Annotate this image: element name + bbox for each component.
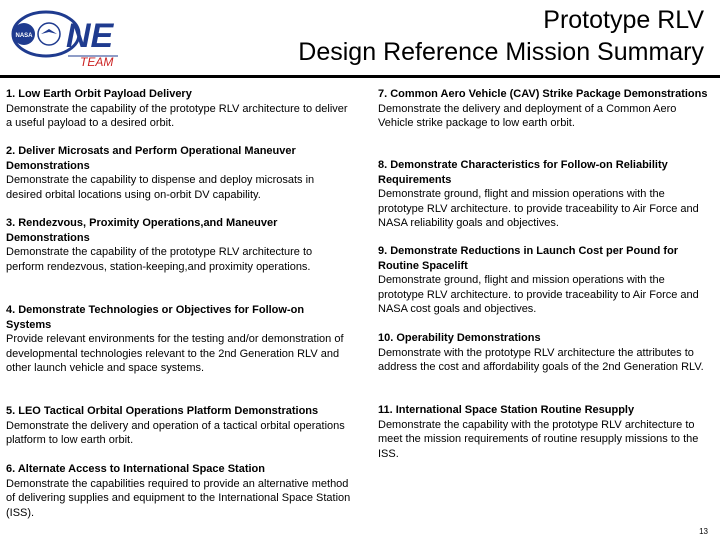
mission-description: Demonstrate with the prototype RLV architecture the attributes to address the cost and affordability goals of the 2nd Generation RLV. — [378, 346, 704, 374]
one-team-logo — [6, 10, 126, 70]
mission-description: Demonstrate the delivery and deployment of a Common Aero Vehicle strike package to low earth orbit. — [378, 102, 677, 130]
mission-description: Demonstrate the delivery and operation of a tactical orbital operations platform to low earth orbit. — [6, 419, 345, 447]
mission-title: 3. Rendezvous, Proximity Operations,and Maneuver Demonstrations — [6, 217, 278, 244]
nasa-badge-text: NASA — [15, 33, 33, 39]
mission-title: 2. Deliver Microsats and Perform Operational Maneuver Demonstrations — [6, 145, 296, 172]
air-force-badge-icon — [38, 23, 60, 45]
mission-description: Demonstrate the capability of the prototype RLV architecture to deliver a useful payload to a desired orbit. — [6, 102, 348, 130]
mission-item-8 — [378, 158, 712, 244]
mission-description: Demonstrate ground, flight and mission operations with the prototype RLV architecture. to provide traceability to Air Force and NASA reliability goals and objectives. — [378, 188, 699, 230]
mission-item-4 — [6, 303, 352, 404]
mission-title: 10. Operability Demonstrations — [378, 332, 541, 344]
mission-item-10 — [378, 331, 712, 403]
mission-description: Demonstrate the capabilities required to provide an alternative method of delivering supplies and equipment to the International Space Station (ISS). — [6, 477, 351, 519]
slide-title — [298, 4, 704, 68]
mission-title: 5. LEO Tactical Orbital Operations Platform Demonstrations — [6, 405, 319, 417]
page-number: 13 — [699, 527, 708, 536]
mission-description: Demonstrate the capability with the prototype RLV architecture to meet the mission requirements of routine resupply missions to the ISS. — [378, 418, 699, 460]
mission-item-7 — [378, 87, 712, 158]
mission-title: 4. Demonstrate Technologies or Objectives for Follow-on Systems — [6, 304, 305, 331]
logo-team-text: TEAM — [80, 55, 114, 69]
mission-description: Demonstrate the capability of the prototype RLV architecture to perform rendezvous, station-keeping,and proximity operations. — [6, 246, 313, 273]
mission-description: Demonstrate the capability to dispense and deploy microsats in desired orbital locations using on-orbit DV capability. — [6, 174, 315, 201]
mission-description: Provide relevant environments for the testing and/or demonstration of developmental technologies relevant to the 2nd Generation RLV and other launch vehicle and space systems. — [6, 333, 344, 375]
mission-title: 9. Demonstrate Reductions in Launch Cost per Pound for Routine Spacelift — [378, 245, 679, 272]
mission-title: 11. International Space Station Routine Resupply — [378, 404, 635, 416]
mission-item-1 — [6, 87, 352, 144]
mission-item-5 — [6, 404, 352, 462]
mission-item-11 — [378, 403, 712, 461]
title-line-1: Prototype RLV — [543, 6, 704, 34]
mission-description: Demonstrate ground, flight and mission operations with the prototype RLV architecture. to provide traceability to Air Force and NASA cost goals and objectives. — [378, 274, 699, 316]
header-rule — [0, 75, 720, 78]
mission-item-9 — [378, 244, 712, 331]
mission-item-2 — [6, 144, 352, 216]
right-column — [378, 87, 712, 461]
title-line-2: Design Reference Mission Summary — [298, 38, 704, 66]
mission-title: 1. Low Earth Orbit Payload Delivery — [6, 88, 192, 100]
mission-title: 7. Common Aero Vehicle (CAV) Strike Package Demonstrations — [378, 88, 708, 100]
left-column — [6, 87, 352, 520]
mission-item-3 — [6, 216, 352, 303]
slide-header — [0, 0, 720, 76]
logo-word: NE — [66, 17, 114, 55]
mission-title: 6. Alternate Access to International Space Station — [6, 463, 265, 475]
mission-title: 8. Demonstrate Characteristics for Follow-on Reliability Requirements — [378, 159, 668, 186]
mission-item-6 — [6, 462, 352, 520]
